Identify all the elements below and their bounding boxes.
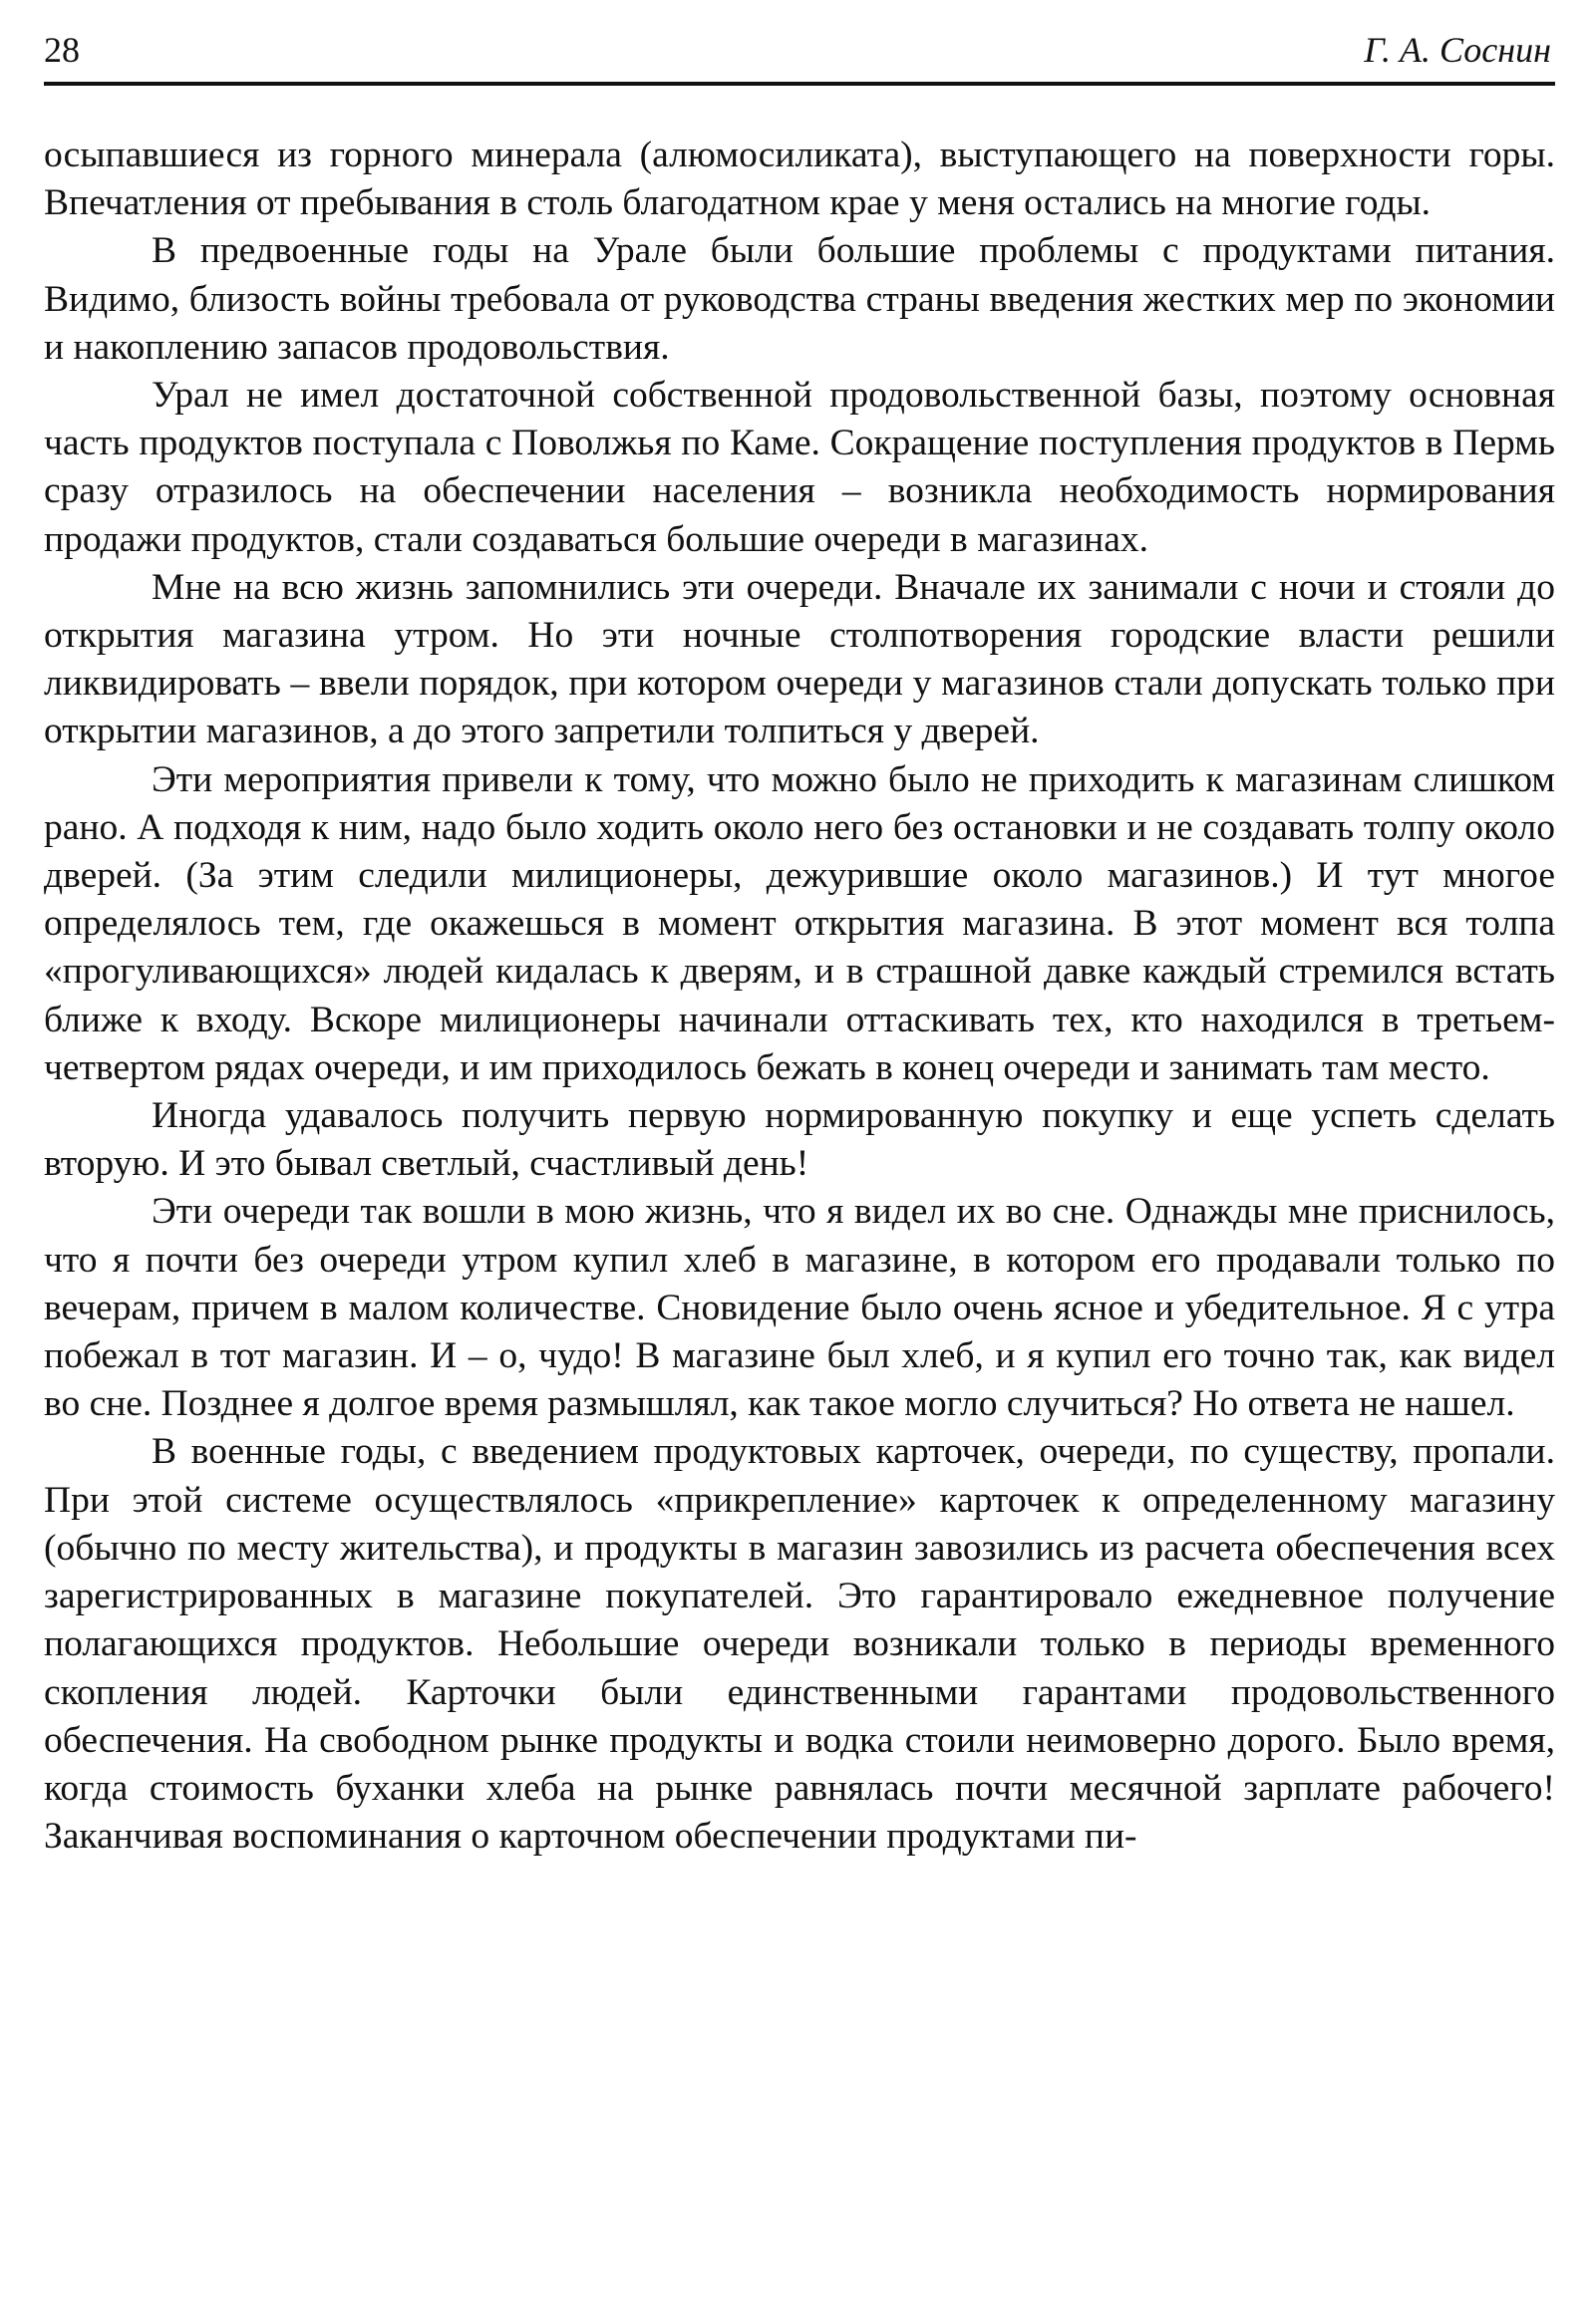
- paragraph: осыпавшиеся из горного минерала (алюмосиликата), выступающего на поверхности горы. Впечатления от пребывания в столь благодатном крае у меня остались на многие годы.: [44, 135, 1555, 224]
- paragraph: Урал не имел достаточной собственной продовольственной базы, поэтому основная часть продуктов поступала с Поволжья по Каме. Сокращение поступления продуктов в Пермь сразу отразилось на обеспечении населения – возникла необходимость нормирования продажи продуктов, стали создаваться большие очереди в магазинах.: [44, 375, 1555, 560]
- paragraph: Эти мероприятия привели к тому, что можно было не приходить к магазинам слишком рано. А подходя к ним, надо было ходить около него без остановки и не создавать толпу около дверей. (За этим следили милиционеры, дежурившие около магазинов.) И тут многое определялось тем, где окажешься в момент открытия магазина. В этот момент вся толпа «прогуливающихся» людей кидалась к дверям, и в страшной давке каждый стремился встать ближе к входу. Вскоре милиционеры начинали оттаскивать тех, кто находился в третьем-четвертом рядах очереди, и им приходилось бежать в конец очереди и занимать там место.: [44, 758, 1555, 1088]
- paragraph: В предвоенные годы на Урале были большие проблемы с продуктами питания. Видимо, близость войны требовала от руководства страны введения жестких мер по экономии и накоплению запасов продовольствия.: [44, 230, 1555, 368]
- header-rule: [44, 82, 1555, 86]
- page-number: 28: [44, 30, 80, 70]
- running-header: [44, 22, 1555, 72]
- paragraph: Мне на всю жизнь запомнились эти очереди. Вначале их занимали с ночи и стояли до открытия магазина утром. Но эти ночные столпотворения городские власти решили ликвидировать – ввели порядок, при котором очереди у магазинов стали допускать только при открытии магазинов, а до этого запретили толпиться у дверей.: [44, 566, 1555, 752]
- running-head-author: Г. А. Соснин: [1364, 30, 1551, 70]
- body-text: [44, 132, 1555, 1861]
- paragraph: Эти очереди так вошли в мою жизнь, что я видел их во сне. Однажды мне приснилось, что я почти без очереди утром купил хлеб в магазине, в котором его продавали только по вечерам, причем в малом количестве. Сновидение было очень ясное и убедительное. Я с утра побежал в тот магазин. И – о, чудо! В магазине был хлеб, и я купил его точно так, как видел во сне. Позднее я долгое время размышлял, как такое могло случиться? Но ответа не нашел.: [44, 1191, 1555, 1425]
- book-page: [44, 0, 1555, 2324]
- paragraph: Иногда удавалось получить первую нормированную покупку и еще успеть сделать вторую. И это бывал светлый, счастливый день!: [44, 1095, 1555, 1185]
- paragraph: В военные годы, с введением продуктовых карточек, очереди, по существу, пропали. При этой системе осуществлялось «прикрепление» карточек к определенному магазину (обычно по месту жительства), и продукты в магазин завозились из расчета обеспечения всех зарегистрированных в магазине покупателей. Это гарантировало ежедневное получение полагающихся продуктов. Небольшие очереди возникали только в периоды временного скопления людей. Карточки были единственными гарантами продовольственного обеспечения. На свободном рынке продукты и водка стоили неимоверно дорого. Было время, когда стоимость буханки хлеба на рынке равнялась почти месячной зарплате рабочего! Заканчивая воспоминания о карточном обеспечении продуктами пи-: [44, 1431, 1555, 1858]
